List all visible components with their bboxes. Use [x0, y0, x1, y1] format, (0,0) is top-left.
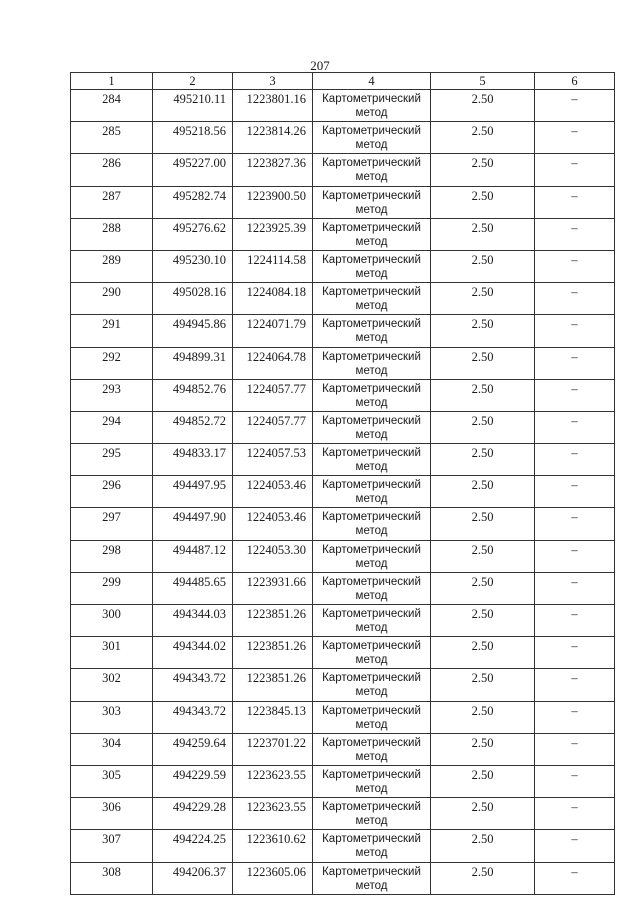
column-6-cell: –	[535, 250, 615, 282]
accuracy-cell: 2.50	[431, 637, 535, 669]
y-coordinate-cell: 1223623.55	[233, 798, 313, 830]
table-row	[71, 218, 615, 250]
method-cell	[313, 540, 431, 572]
point-number-cell: 287	[71, 186, 153, 218]
x-coordinate-cell: 495230.10	[153, 250, 233, 282]
method-cell	[313, 476, 431, 508]
method-line-2: метод	[355, 750, 388, 763]
method-line-1: Картометрический	[322, 543, 421, 556]
y-coordinate-cell: 1223623.55	[233, 765, 313, 797]
page-number: 207	[310, 58, 330, 73]
accuracy-cell: 2.50	[431, 154, 535, 186]
y-coordinate-cell: 1223851.26	[233, 637, 313, 669]
accuracy-cell: 2.50	[431, 508, 535, 540]
method-line-1: Картометрический	[322, 511, 421, 524]
method-line-1: Картометрический	[322, 736, 421, 749]
accuracy-cell: 2.50	[431, 733, 535, 765]
point-number-cell: 284	[71, 90, 153, 122]
point-number-cell: 306	[71, 798, 153, 830]
method-line-2: метод	[355, 493, 388, 506]
column-6-cell: –	[535, 379, 615, 411]
method-line-1: Картометрический	[322, 157, 421, 170]
accuracy-cell: 2.50	[431, 830, 535, 862]
x-coordinate-cell: 494343.72	[153, 669, 233, 701]
header-col-6: 6	[535, 73, 615, 90]
method-cell	[313, 508, 431, 540]
x-coordinate-cell: 494344.03	[153, 605, 233, 637]
method-line-2: метод	[355, 267, 388, 280]
table-row	[71, 733, 615, 765]
method-line-2: метод	[355, 847, 388, 860]
table-row	[71, 347, 615, 379]
table-row	[71, 379, 615, 411]
method-cell	[313, 862, 431, 894]
method-line-1: Картометрический	[322, 575, 421, 588]
method-cell	[313, 830, 431, 862]
method-line-2: метод	[355, 171, 388, 184]
table-row	[71, 250, 615, 282]
table-row	[71, 798, 615, 830]
y-coordinate-cell: 1223814.26	[233, 122, 313, 154]
column-6-cell: –	[535, 701, 615, 733]
method-line-1: Картометрический	[322, 704, 421, 717]
x-coordinate-cell: 494224.25	[153, 830, 233, 862]
accuracy-cell: 2.50	[431, 411, 535, 443]
method-line-1: Картометрический	[322, 608, 421, 620]
method-line-2: метод	[355, 428, 388, 441]
table-row	[71, 315, 615, 347]
x-coordinate-cell: 494852.72	[153, 411, 233, 443]
column-6-cell: –	[535, 862, 615, 894]
y-coordinate-cell: 1223851.26	[233, 605, 313, 637]
point-number-cell: 305	[71, 765, 153, 797]
method-cell	[313, 637, 431, 669]
method-cell	[313, 572, 431, 604]
x-coordinate-cell: 495210.11	[153, 90, 233, 122]
method-line-1: Картометрический	[322, 640, 421, 653]
column-6-cell: –	[535, 186, 615, 218]
y-coordinate-cell: 1223925.39	[233, 218, 313, 250]
y-coordinate-cell: 1224053.30	[233, 540, 313, 572]
column-6-cell: –	[535, 90, 615, 122]
column-6-cell: –	[535, 315, 615, 347]
accuracy-cell: 2.50	[431, 218, 535, 250]
x-coordinate-cell: 494497.90	[153, 508, 233, 540]
point-number-cell: 290	[71, 283, 153, 315]
method-line-2: метод	[355, 525, 388, 538]
point-number-cell: 295	[71, 444, 153, 476]
x-coordinate-cell: 494229.59	[153, 765, 233, 797]
table-row	[71, 765, 615, 797]
method-cell	[313, 379, 431, 411]
column-6-cell: –	[535, 347, 615, 379]
column-6-cell: –	[535, 637, 615, 669]
method-line-1: Картометрический	[322, 189, 421, 202]
x-coordinate-cell: 495218.56	[153, 122, 233, 154]
point-number-cell: 292	[71, 347, 153, 379]
x-coordinate-cell: 494497.95	[153, 476, 233, 508]
table-row	[71, 701, 615, 733]
column-6-cell: –	[535, 283, 615, 315]
y-coordinate-cell: 1224057.53	[233, 444, 313, 476]
point-number-cell: 297	[71, 508, 153, 540]
method-cell	[313, 186, 431, 218]
point-number-cell: 293	[71, 379, 153, 411]
x-coordinate-cell: 494485.65	[153, 572, 233, 604]
table-row	[71, 122, 615, 154]
method-cell	[313, 798, 431, 830]
y-coordinate-cell: 1224114.58	[233, 250, 313, 282]
x-coordinate-cell: 494259.64	[153, 733, 233, 765]
point-number-cell: 307	[71, 830, 153, 862]
table-row	[71, 444, 615, 476]
header-col-4: 4	[313, 73, 431, 90]
point-number-cell: 308	[71, 862, 153, 894]
point-number-cell: 286	[71, 154, 153, 186]
point-number-cell: 291	[71, 315, 153, 347]
method-line-2: метод	[355, 686, 388, 699]
coordinates-table	[70, 72, 615, 895]
point-number-cell: 285	[71, 122, 153, 154]
y-coordinate-cell: 1224071.79	[233, 315, 313, 347]
x-coordinate-cell: 494487.12	[153, 540, 233, 572]
point-number-cell: 300	[71, 605, 153, 637]
column-6-cell: –	[535, 765, 615, 797]
point-number-cell: 303	[71, 701, 153, 733]
accuracy-cell: 2.50	[431, 540, 535, 572]
header-col-3: 3	[233, 73, 313, 90]
x-coordinate-cell: 494852.76	[153, 379, 233, 411]
method-line-2: метод	[355, 622, 388, 634]
x-coordinate-cell: 494229.28	[153, 798, 233, 830]
table-row	[71, 669, 615, 701]
table-row	[71, 540, 615, 572]
point-number-cell: 289	[71, 250, 153, 282]
method-line-1: Картометрический	[322, 801, 421, 814]
point-number-cell: 302	[71, 669, 153, 701]
y-coordinate-cell: 1224084.18	[233, 283, 313, 315]
method-line-2: метод	[355, 396, 388, 409]
table-row	[71, 572, 615, 604]
accuracy-cell: 2.50	[431, 186, 535, 218]
accuracy-cell: 2.50	[431, 476, 535, 508]
method-line-2: метод	[355, 235, 388, 248]
y-coordinate-cell: 1224053.46	[233, 476, 313, 508]
method-line-1: Картометрический	[322, 865, 421, 878]
accuracy-cell: 2.50	[431, 572, 535, 604]
point-number-cell: 298	[71, 540, 153, 572]
method-cell	[313, 765, 431, 797]
method-line-1: Картометрический	[322, 447, 421, 460]
x-coordinate-cell: 494899.31	[153, 347, 233, 379]
y-coordinate-cell: 1223610.62	[233, 830, 313, 862]
y-coordinate-cell: 1224057.77	[233, 411, 313, 443]
y-coordinate-cell: 1223845.13	[233, 701, 313, 733]
column-6-cell: –	[535, 444, 615, 476]
y-coordinate-cell: 1224064.78	[233, 347, 313, 379]
method-line-2: метод	[355, 203, 388, 216]
y-coordinate-cell: 1223931.66	[233, 572, 313, 604]
table-row	[71, 830, 615, 862]
header-col-2: 2	[153, 73, 233, 90]
method-line-1: Картометрический	[322, 221, 421, 234]
method-line-1: Картометрический	[322, 253, 421, 266]
method-line-2: метод	[355, 139, 388, 152]
y-coordinate-cell: 1224053.46	[233, 508, 313, 540]
method-line-1: Картометрический	[322, 833, 421, 846]
method-line-1: Картометрический	[322, 479, 421, 492]
y-coordinate-cell: 1223701.22	[233, 733, 313, 765]
header-col-5: 5	[431, 73, 535, 90]
method-line-2: метод	[355, 557, 388, 570]
column-6-cell: –	[535, 733, 615, 765]
column-6-cell: –	[535, 798, 615, 830]
method-cell	[313, 347, 431, 379]
accuracy-cell: 2.50	[431, 347, 535, 379]
x-coordinate-cell: 494833.17	[153, 444, 233, 476]
method-cell	[313, 315, 431, 347]
point-number-cell: 299	[71, 572, 153, 604]
method-cell	[313, 154, 431, 186]
method-line-1: Картометрический	[322, 93, 421, 105]
method-line-2: метод	[355, 461, 388, 474]
x-coordinate-cell: 495028.16	[153, 283, 233, 315]
method-cell	[313, 605, 431, 637]
table-row	[71, 637, 615, 669]
x-coordinate-cell: 494945.86	[153, 315, 233, 347]
y-coordinate-cell: 1223827.36	[233, 154, 313, 186]
column-6-cell: –	[535, 540, 615, 572]
table-header	[71, 73, 615, 90]
y-coordinate-cell: 1223851.26	[233, 669, 313, 701]
column-6-cell: –	[535, 605, 615, 637]
accuracy-cell: 2.50	[431, 798, 535, 830]
accuracy-cell: 2.50	[431, 90, 535, 122]
table-row	[71, 411, 615, 443]
method-line-2: метод	[355, 654, 388, 667]
table-body	[71, 90, 615, 895]
table-row	[71, 154, 615, 186]
point-number-cell: 294	[71, 411, 153, 443]
y-coordinate-cell: 1223605.06	[233, 862, 313, 894]
method-line-2: метод	[355, 718, 388, 731]
method-line-2: метод	[355, 782, 388, 795]
table-row	[71, 508, 615, 540]
table-row	[71, 605, 615, 637]
accuracy-cell: 2.50	[431, 701, 535, 733]
method-line-2: метод	[355, 364, 388, 377]
method-cell	[313, 701, 431, 733]
method-cell	[313, 444, 431, 476]
accuracy-cell: 2.50	[431, 283, 535, 315]
column-6-cell: –	[535, 508, 615, 540]
method-line-1: Картометрический	[322, 672, 421, 685]
header-col-1: 1	[71, 73, 153, 90]
x-coordinate-cell: 495282.74	[153, 186, 233, 218]
method-line-1: Картометрический	[322, 382, 421, 395]
method-line-2: метод	[355, 815, 388, 828]
table-row	[71, 476, 615, 508]
column-6-cell: –	[535, 476, 615, 508]
point-number-cell: 301	[71, 637, 153, 669]
y-coordinate-cell: 1223900.50	[233, 186, 313, 218]
method-line-2: метод	[355, 332, 388, 345]
method-line-2: метод	[355, 589, 388, 602]
column-6-cell: –	[535, 669, 615, 701]
accuracy-cell: 2.50	[431, 379, 535, 411]
accuracy-cell: 2.50	[431, 444, 535, 476]
header-row	[71, 73, 615, 90]
y-coordinate-cell: 1224057.77	[233, 379, 313, 411]
accuracy-cell: 2.50	[431, 250, 535, 282]
method-line-1: Картометрический	[322, 768, 421, 781]
method-line-1: Картометрический	[322, 286, 421, 299]
method-cell	[313, 250, 431, 282]
method-cell	[313, 283, 431, 315]
method-cell	[313, 90, 431, 122]
x-coordinate-cell: 494343.72	[153, 701, 233, 733]
point-number-cell: 288	[71, 218, 153, 250]
point-number-cell: 296	[71, 476, 153, 508]
method-line-1: Картометрический	[322, 414, 421, 427]
method-line-2: метод	[355, 879, 388, 892]
accuracy-cell: 2.50	[431, 315, 535, 347]
method-cell	[313, 218, 431, 250]
column-6-cell: –	[535, 411, 615, 443]
method-cell	[313, 122, 431, 154]
method-line-1: Картометрический	[322, 125, 421, 138]
method-line-1: Картометрический	[322, 350, 421, 363]
column-6-cell: –	[535, 154, 615, 186]
column-6-cell: –	[535, 122, 615, 154]
accuracy-cell: 2.50	[431, 862, 535, 894]
method-cell	[313, 733, 431, 765]
method-line-2: метод	[355, 300, 388, 313]
accuracy-cell: 2.50	[431, 669, 535, 701]
table-row	[71, 90, 615, 122]
table-row	[71, 862, 615, 894]
y-coordinate-cell: 1223801.16	[233, 90, 313, 122]
accuracy-cell: 2.50	[431, 765, 535, 797]
point-number-cell: 304	[71, 733, 153, 765]
method-line-1: Картометрический	[322, 318, 421, 331]
x-coordinate-cell: 494344.02	[153, 637, 233, 669]
method-cell	[313, 411, 431, 443]
x-coordinate-cell: 495276.62	[153, 218, 233, 250]
column-6-cell: –	[535, 830, 615, 862]
x-coordinate-cell: 495227.00	[153, 154, 233, 186]
column-6-cell: –	[535, 572, 615, 604]
method-line-2: метод	[355, 107, 388, 119]
x-coordinate-cell: 494206.37	[153, 862, 233, 894]
method-cell	[313, 669, 431, 701]
table-row	[71, 186, 615, 218]
accuracy-cell: 2.50	[431, 122, 535, 154]
column-6-cell: –	[535, 218, 615, 250]
accuracy-cell: 2.50	[431, 605, 535, 637]
table-row	[71, 283, 615, 315]
